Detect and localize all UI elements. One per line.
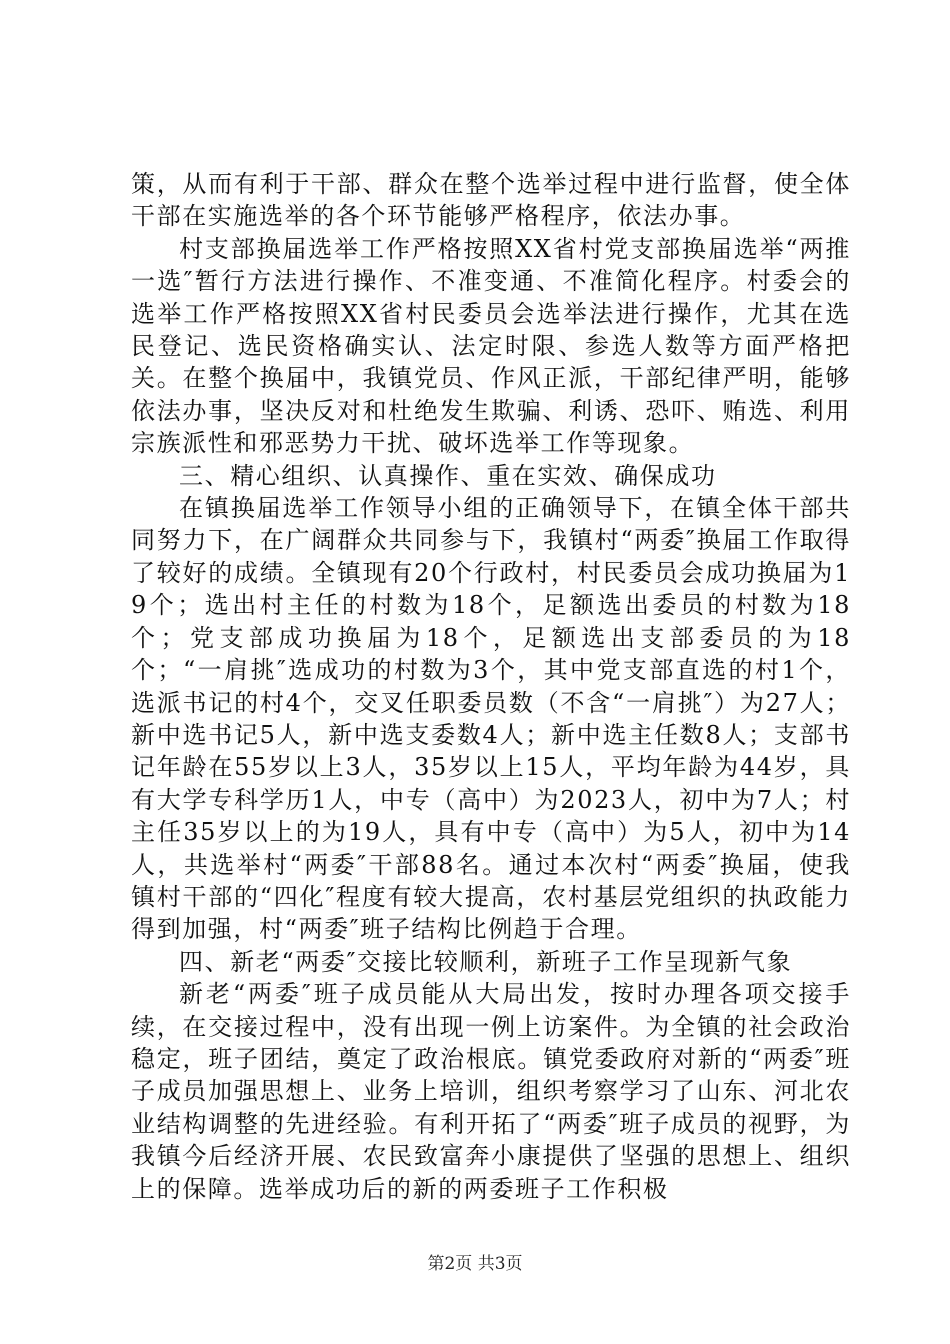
paragraph-continuation: 策，从而有利于干部、群众在整个选举过程中进行监督，使全体干部在实施选举的各个环节能够严格程序，依法办事。 [131, 170, 851, 231]
section-heading-4: 四、新老“两委″交接比较顺利，新班子工作呈现新气象 [179, 947, 793, 976]
paragraph-handover: 新老“两委″班子成员能从大局出发，按时办理各项交接手续，在交接过程中，没有出现一例上访案件。为全镇的社会政治稳定，班子团结，奠定了政治根底。镇党委政府对新的“两委″班子成员加强思想上、业务上培训，组织考察学习了山东、河北农业结构调整的先进经验。有利开拓了“两委″班子成员的视野，为我镇今后经济开展、农民致富奔小康提供了坚强的思想上、组织上的保障。选举成功后的新的两委班子工作积极 [131, 980, 851, 1203]
section-heading-3: 三、精心组织、认真操作、重在实效、确保成功 [179, 461, 717, 490]
paragraph-election-rules: 村支部换届选举工作严格按照XX省村党支部换届选举“两推一选″暂行方法进行操作、不准变通、不准简化程序。村委会的选举工作严格按照XX省村民委员会选举法进行操作，尤其在选民登记、选民资格确实认、法定时限、参选人数等方面严格把关。在整个换届中，我镇党员、作风正派，干部纪律严明，能够依法办事，坚决反对和杜绝发生欺骗、利诱、恐吓、贿选、利用宗族派性和邪恶势力干扰、破坏选举工作等现象。 [131, 234, 851, 458]
page-number-footer: 第2页 共3页 [427, 1254, 523, 1274]
paragraph-election-results: 在镇换届选举工作领导小组的正确领导下，在镇全体干部共同努力下，在广阔群众共同参与下，我镇村“两委″换届工作取得了较好的成绩。全镇现有20个行政村，村民委员会成功换届为19个；选出村主任的村数为18个，足额选出委员的村数为18个；党支部成功换届为18个，足额选出支部委员的为18个；“一肩挑″选成功的村数为3个，其中党支部直选的村1个，选派书记的村4个，交叉任职委员数（不含“一肩挑″）为27人；新中选书记5人，新中选支委数4人；新中选主任数8人；支部书记年龄在55岁以上3人，35岁以上15人，平均年龄为44岁，具有大学专科学历1人，中专（高中）为2023人，初中为7人；村主任35岁以上的为19人，具有中专（高中）为5人，初中为14人，共选举村“两委″干部88名。通过本次村“两委″换届，使我镇村干部的“四化″程度有较大提高，农村基层党组织的执政能力得到加强，村“两委″班子结构比例趋于合理。 [131, 494, 851, 944]
document-body [131, 168, 851, 1205]
